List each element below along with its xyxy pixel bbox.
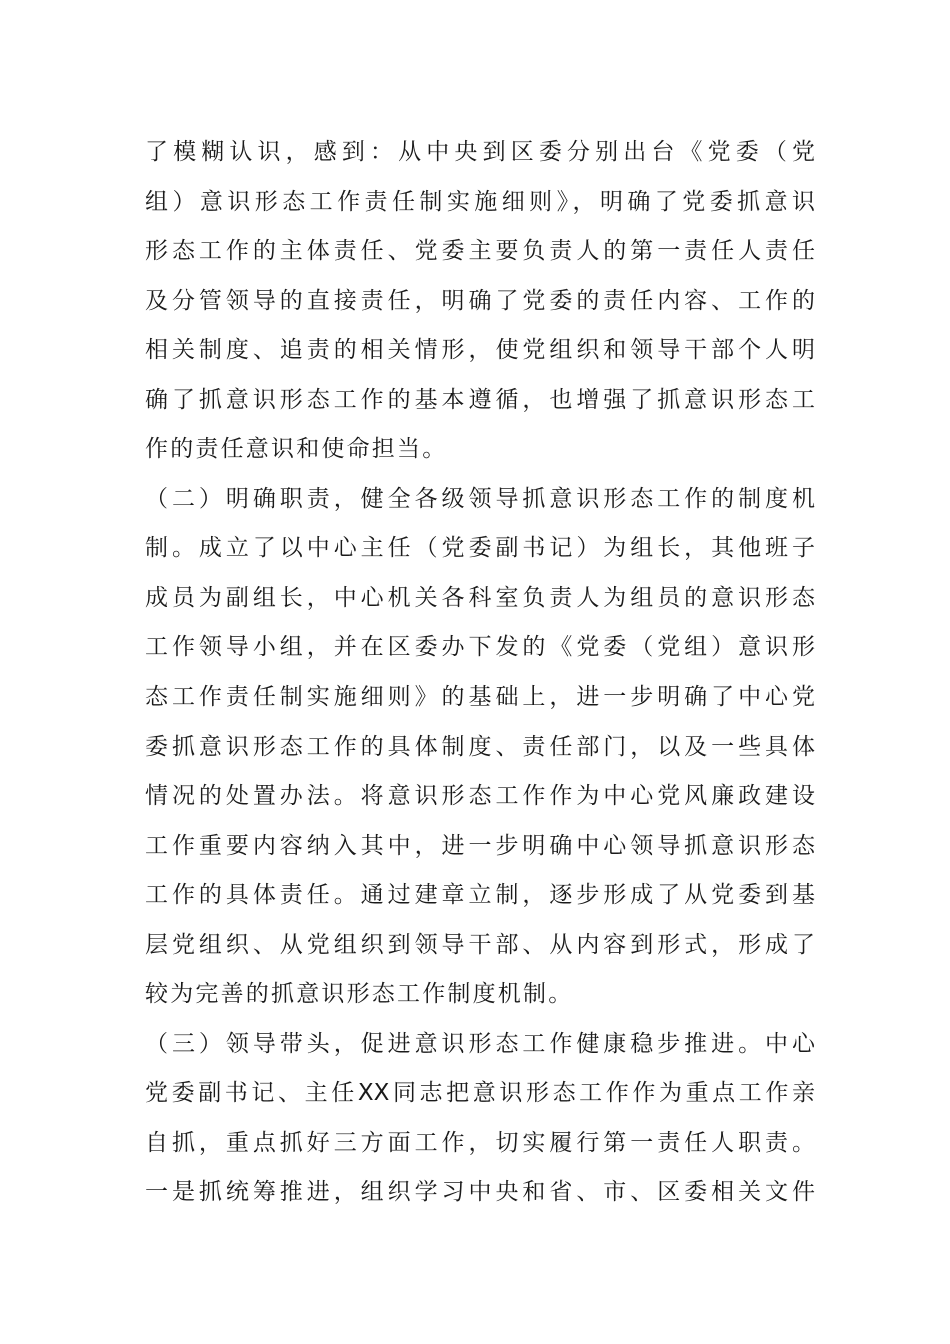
section-heading-line: （二）明确职责，健全各级领导抓意识形态工作的制度机 bbox=[145, 485, 815, 512]
text-line: 组）意识形态工作责任制实施细则》，明确了党委抓意识 bbox=[145, 188, 815, 215]
text-line: 相关制度、追责的相关情形，使党组织和领导干部个人明 bbox=[145, 337, 815, 364]
text-line: 党委副书记、主任XX同志把意识形态工作作为重点工作亲 bbox=[145, 1080, 815, 1107]
text-line: 委抓意识形态工作的具体制度、责任部门，以及一些具体 bbox=[145, 733, 815, 760]
text-line: 工作的具体责任。通过建章立制，逐步形成了从党委到基 bbox=[145, 882, 815, 909]
text-line: 工作重要内容纳入其中，进一步明确中心领导抓意识形态 bbox=[145, 832, 815, 859]
text-line: 作的责任意识和使命担当。 bbox=[145, 436, 448, 463]
text-line: 情况的处置办法。将意识形态工作作为中心党风廉政建设 bbox=[145, 783, 815, 810]
text-line: 一是抓统筹推进，组织学习中央和省、市、区委相关文件 bbox=[145, 1179, 815, 1206]
text-line: 较为完善的抓意识形态工作制度机制。 bbox=[145, 981, 574, 1008]
text-line: 态工作责任制实施细则》的基础上，进一步明确了中心党 bbox=[145, 684, 815, 711]
text-line: 层党组织、从党组织到领导干部、从内容到形式，形成了 bbox=[145, 931, 815, 958]
text-line: 确了抓意识形态工作的基本遵循，也增强了抓意识形态工 bbox=[145, 386, 815, 413]
text-line: 形态工作的主体责任、党委主要负责人的第一责任人责任 bbox=[145, 238, 815, 265]
text-line: 及分管领导的直接责任，明确了党委的责任内容、工作的 bbox=[145, 287, 815, 314]
text-line: 自抓，重点抓好三方面工作，切实履行第一责任人职责。 bbox=[145, 1129, 815, 1156]
section-heading-line: （三）领导带头，促进意识形态工作健康稳步推进。中心 bbox=[145, 1030, 815, 1057]
text-line: 成员为副组长，中心机关各科室负责人为组员的意识形态 bbox=[145, 584, 815, 611]
text-line: 制。成立了以中心主任（党委副书记）为组长，其他班子 bbox=[145, 535, 815, 562]
text-line: 了模糊认识，感到：从中央到区委分别出台《党委（党 bbox=[145, 139, 815, 165]
text-line: 工作领导小组，并在区委办下发的《党委（党组）意识形 bbox=[145, 634, 815, 661]
body-text bbox=[145, 128, 815, 1218]
